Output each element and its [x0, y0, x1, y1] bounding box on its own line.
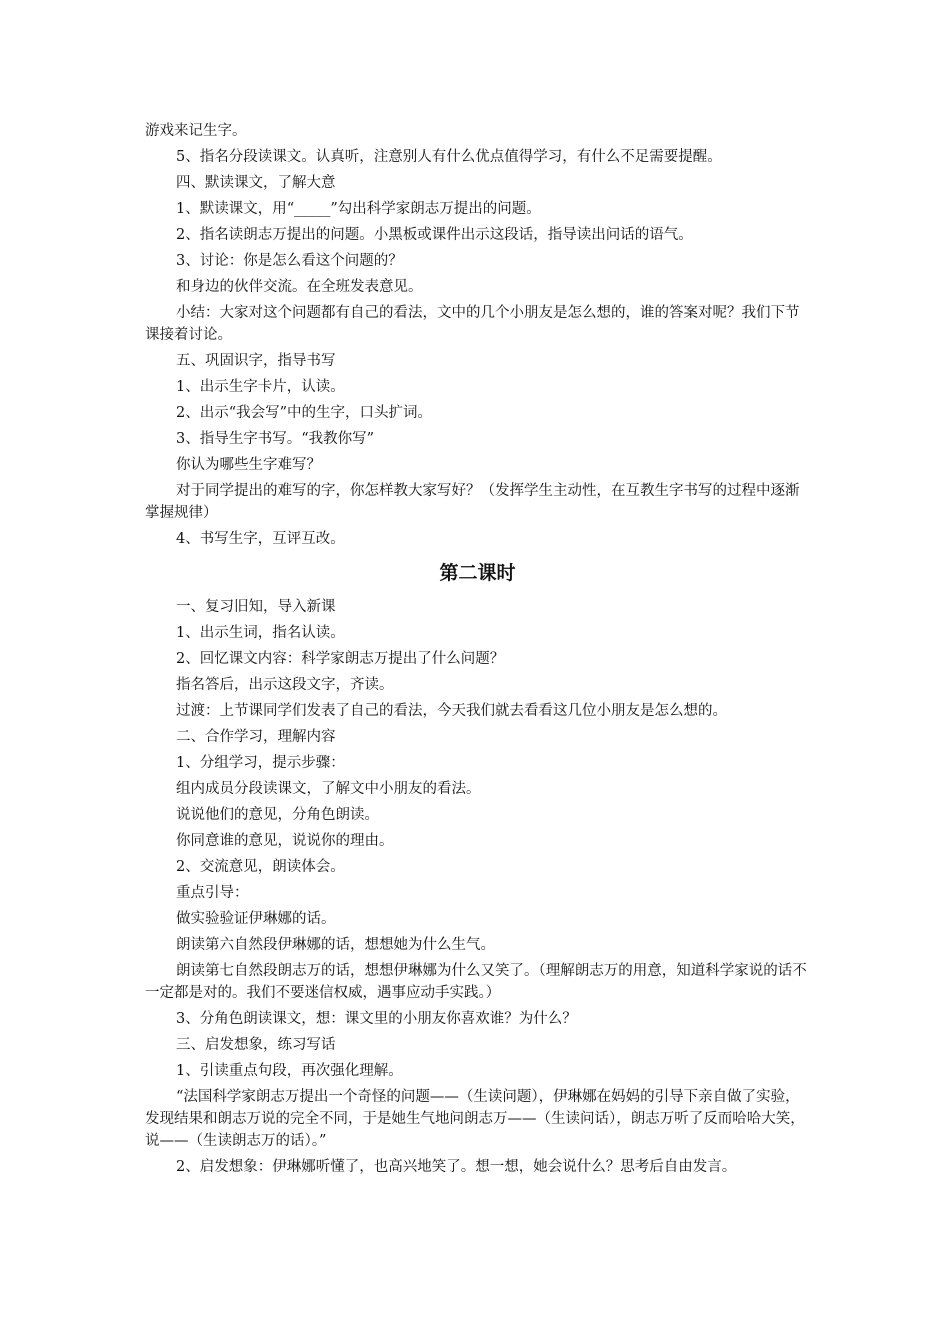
paragraph: 2、启发想象：伊琳娜听懂了，也高兴地笑了。想一想，她会说什么？思考后自由发言。	[176, 1159, 737, 1175]
paragraph: 1、出示生词，指名认读。	[176, 625, 345, 641]
paragraph: 4、书写生字，互评互改。	[176, 531, 345, 547]
paragraph: 四、默读课文，了解大意	[176, 175, 336, 191]
paragraph: 一、复习旧知，导入新课	[176, 599, 336, 615]
paragraph: 2、回忆课文内容：科学家朗志万提出了什么问题？	[176, 651, 505, 667]
paragraph: 2、出示“我会写”中的生字，口头扩词。	[176, 405, 433, 421]
paragraph: 5、指名分段读课文。认真听，注意别人有什么优点值得学习，有什么不足需要提醒。	[176, 149, 722, 165]
paragraph: 组内成员分段读课文，了解文中小朋友的看法。	[176, 781, 481, 797]
paragraph: 说说他们的意见，分角色朗读。	[176, 807, 379, 823]
paragraph: 指名答后，出示这段文字，齐读。	[176, 677, 394, 693]
paragraph: “法国科学家朗志万提出一个奇怪的问题——（生读问题），伊琳娜在妈妈的引导下亲自做了实验，发现结果和朗志万说的完全不同，于是她生气地问朗志万——（生读问话），朗志万听了反而哈哈大笑，说——（生读朗志万的话）。”	[145, 1089, 805, 1149]
paragraph: 你认为哪些生字难写？	[176, 457, 321, 473]
paragraph: 1、默读课文，用“_____”勾出科学家朗志万提出的问题。	[176, 201, 541, 217]
paragraph: 重点引导：	[176, 885, 249, 901]
paragraph: 2、交流意见，朗读体会。	[176, 859, 345, 875]
paragraph: 过渡：上节课同学们发表了自己的看法，今天我们就去看看这几位小朋友是怎么想的。	[176, 703, 727, 719]
paragraph: 1、分组学习，提示步骤：	[176, 755, 345, 771]
paragraph: 3、分角色朗读课文，想：课文里的小朋友你喜欢谁？为什么？	[176, 1011, 577, 1027]
paragraph: 1、出示生字卡片，认读。	[176, 379, 345, 395]
paragraph: 朗读第七自然段朗志万的话，想想伊琳娜为什么又笑了。（理解朗志万的用意，知道科学家说的话不一定都是对的。我们不要迷信权威，遇事应动手实践。）	[145, 963, 807, 1001]
paragraph: 五、巩固识字，指导书写	[176, 353, 336, 369]
paragraph: 游戏来记生字。	[145, 123, 247, 139]
section-first-lesson	[145, 118, 810, 552]
paragraph: 三、启发想象，练习写话	[176, 1037, 336, 1053]
paragraph: 二、合作学习，理解内容	[176, 729, 336, 745]
lesson-two-heading: 第二课时	[439, 562, 516, 584]
paragraph: 对于同学提出的难写的字，你怎样教大家写好？（发挥学生主动性，在互教生字书写的过程中逐渐掌握规律）	[145, 483, 800, 521]
paragraph: 3、指导生字书写。“我教你写”	[176, 431, 375, 447]
paragraph: 朗读第六自然段伊琳娜的话，想想她为什么生气。	[176, 937, 495, 953]
paragraph: 2、指名读朗志万提出的问题。小黑板或课件出示这段话，指导读出问话的语气。	[176, 227, 693, 243]
paragraph: 做实验验证伊琳娜的话。	[176, 911, 336, 927]
paragraph: 3、讨论：你是怎么看这个问题的？	[176, 253, 403, 269]
section-second-lesson	[145, 594, 810, 1180]
paragraph: 小结：大家对这个问题都有自己的看法，文中的几个小朋友是怎么想的，谁的答案对呢？我们下节课接着讨论。	[145, 305, 800, 343]
paragraph: 和身边的伙伴交流。在全班发表意见。	[176, 279, 423, 295]
paragraph: 1、引读重点句段，再次强化理解。	[176, 1063, 403, 1079]
document-page	[145, 118, 810, 1180]
paragraph: 你同意谁的意见，说说你的理由。	[176, 833, 394, 849]
